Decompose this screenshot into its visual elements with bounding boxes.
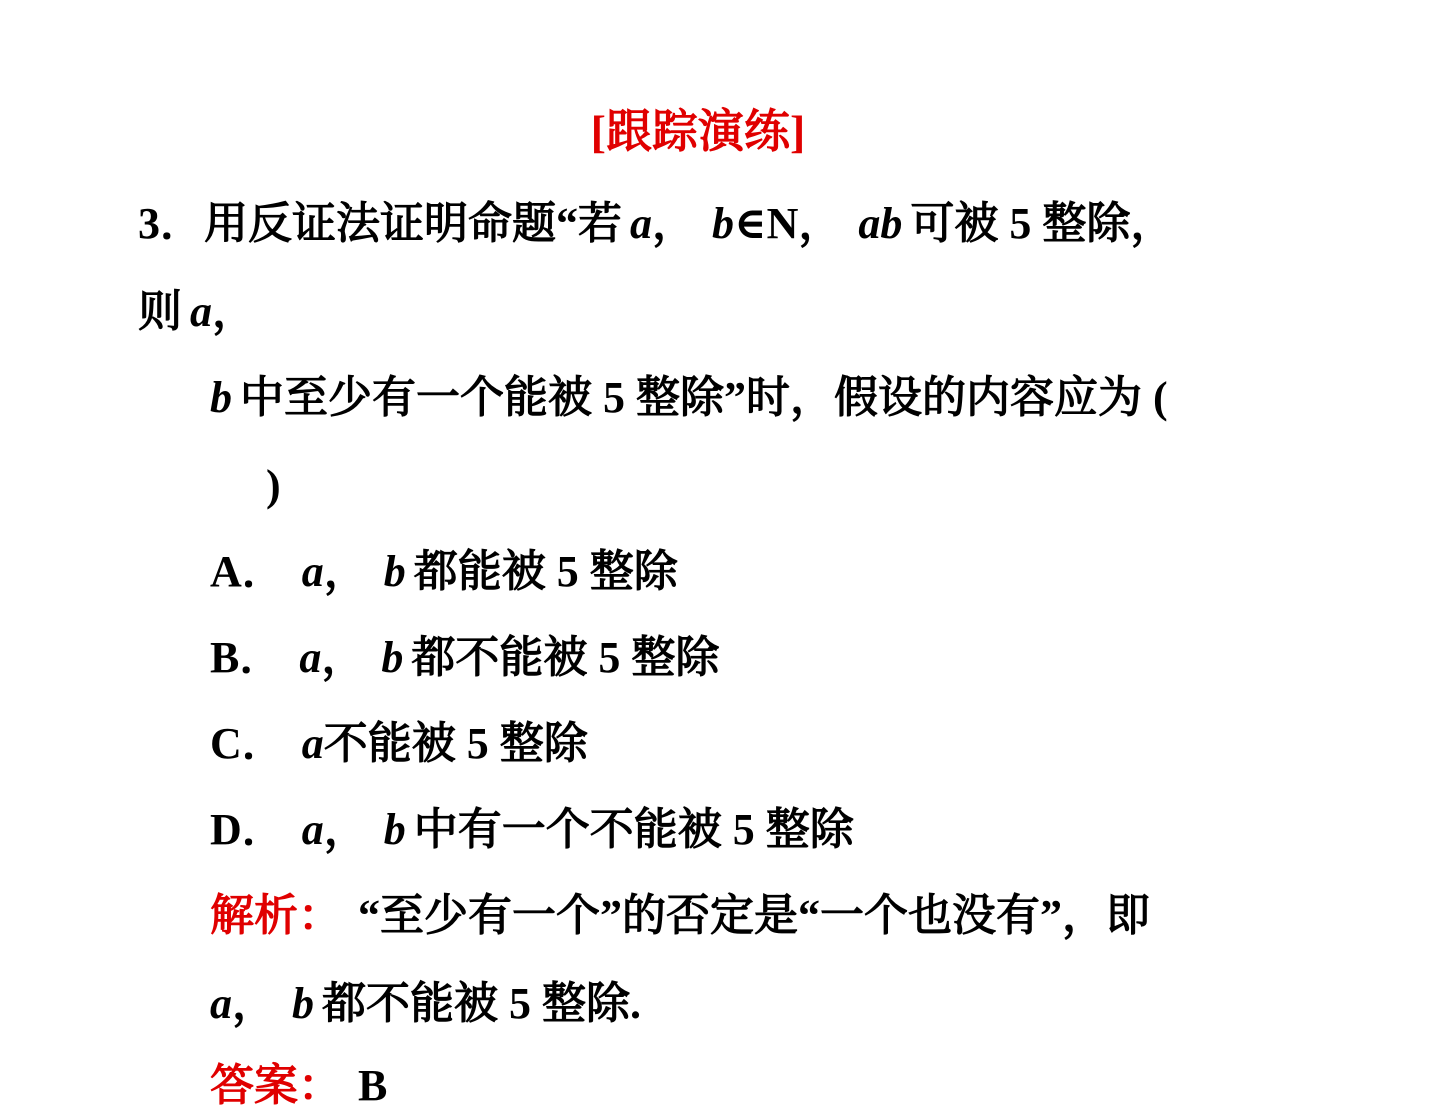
option-label: C． <box>210 719 286 768</box>
option-c <box>210 716 588 772</box>
answer-line <box>210 1058 387 1114</box>
analysis-text: “至少有一个”的否定是“一个也没有”，即 <box>358 891 1150 940</box>
variable-b: b <box>210 373 232 422</box>
question-number: 3． <box>138 199 204 248</box>
option-d <box>210 802 854 858</box>
question-text-part-2: 可被 5 整除， <box>910 199 1175 248</box>
answer-label: 答案： <box>210 1061 342 1110</box>
variable-b: b <box>381 633 404 682</box>
comma: ， <box>652 199 696 248</box>
option-text: 不能被 5 整除 <box>323 719 588 768</box>
variable-a: a <box>190 287 212 336</box>
variable-a: a <box>210 979 232 1028</box>
question-line-1 <box>138 196 1174 252</box>
comma: ， <box>323 547 368 596</box>
comma: ， <box>212 287 256 336</box>
option-text: 都能被 5 整除 <box>413 547 678 596</box>
variable-a: a <box>299 633 322 682</box>
option-b <box>210 630 719 686</box>
option-text: 都不能被 5 整除 <box>411 633 720 682</box>
option-label: D． <box>210 805 286 854</box>
question-text-part-1: 用反证法证明命题“若 <box>204 199 622 248</box>
option-label: A． <box>210 547 286 596</box>
answer-value: B <box>358 1061 388 1110</box>
element-of-N: ∈N <box>734 199 799 248</box>
question-line-3 <box>210 370 1168 426</box>
question-text-ze: 则 <box>138 287 182 336</box>
variable-a: a <box>301 719 324 768</box>
variable-b: b <box>383 547 406 596</box>
variable-ab: ab <box>858 199 903 248</box>
question-text-part-3: 中至少有一个能被 5 整除”时，假设的内容应为 ( <box>240 373 1168 422</box>
option-a <box>210 544 678 600</box>
comma: ， <box>321 633 366 682</box>
option-text: 中有一个不能被 5 整除 <box>413 805 854 854</box>
section-title: [跟踪演练] <box>590 106 806 157</box>
variable-a: a <box>301 547 324 596</box>
comma: ， <box>232 979 276 1028</box>
answer-blank-paren: ) <box>266 461 281 510</box>
variable-b: b <box>292 979 314 1028</box>
question-line-2 <box>138 284 256 340</box>
analysis-label: 解析： <box>210 891 342 940</box>
option-label: B． <box>210 633 284 682</box>
variable-a: a <box>301 805 324 854</box>
variable-b: b <box>712 199 734 248</box>
comma: ， <box>798 199 843 248</box>
variable-b: b <box>383 805 406 854</box>
variable-a: a <box>630 199 652 248</box>
analysis-line-1 <box>210 888 1150 944</box>
analysis-line-2 <box>210 976 641 1032</box>
comma: ， <box>323 805 368 854</box>
analysis-text-2: 都不能被 5 整除. <box>322 979 641 1028</box>
